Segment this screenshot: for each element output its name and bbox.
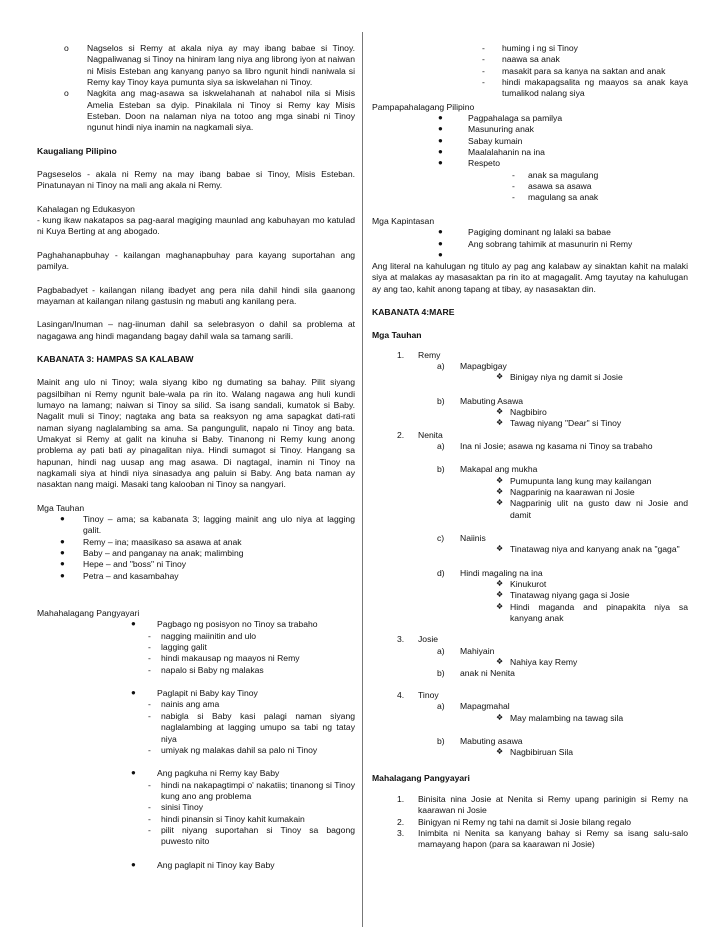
section-heading: Mahahalagang Pangyayari — [37, 608, 140, 619]
bullet-icon: ● — [438, 227, 443, 237]
sub-item: - nainis ang ama — [37, 699, 355, 710]
trait-detail: ❖ Nahiya kay Remy — [496, 657, 578, 668]
dash-icon — [512, 170, 515, 181]
section-heading: Mga Kapintasan — [372, 215, 435, 226]
paragraph: - kung ikaw nakatapos sa pag-aaral magiging maunlad ang kabuhayan mo katulad ni Kuya Berting at ang abogado. — [37, 215, 355, 237]
list-item: ● Respeto — [438, 158, 501, 169]
sub-item: - umiyak ng malakas dahil sa palo ni Tinoy — [37, 745, 355, 756]
dash-icon — [148, 642, 151, 653]
sub-item: - napalo si Baby ng malakas — [37, 665, 355, 676]
dash-icon — [482, 77, 485, 88]
character-item: 2. Nenita — [397, 429, 443, 440]
diamond-bullet-icon: ❖ — [496, 747, 504, 757]
section-heading: Mahalagang Pangyayari — [372, 772, 470, 783]
sub-item: - nagging maiinitin and ulo — [37, 631, 355, 642]
trait-item: b) anak ni Nenita — [437, 668, 515, 679]
paragraph: Pagseselos - akala ni Remy na may ibang babae si Tinoy, Misis Esteban. Pinatunayan ni Tinoy na mali ang akala ni Remy. — [37, 169, 355, 191]
bullet-icon: ● — [438, 158, 443, 168]
trait-detail: ❖ Tinatawag niyang gaga si Josie — [496, 590, 630, 601]
paragraph: Mainit ang ulo ni Tinoy; wala siyang kibo ng dumating sa bahay. Pilit siyang pagsilbihan ni Remy ngunit bale-wala pa rin ito. Walang nagawa ang huli kundi lumayo na lamang; naiwan si Tinoy sa silid. Sa isang sandali, kumatok si Baby. Nagalit muli si Tinoy; nagtaka ang bata sa reaksyon ng ama sapagkat dati-rati naman siyang naglalambing sa ama. Sa pangungulit, napalo ni Tinoy ang bata. Umakyat si Remy at galit na kinuha si Baby. Tinanong ni Remy kung anong problema ay pati bati ay pinagalitan niya. Hindi sumagot si Tinoy. Hangang sa hapunan, hindi nag uusap ang mag asawa. Di nagtagal, inamin ni Tinoy na nagkamali siya at hindi niya sinasadya ang paluin si Baby. Ang bata naman ay nasaktan nang maigi. Masaki tang kalooban ni Tinoy sa nangyari. — [37, 377, 355, 490]
bullet-icon: ● — [131, 859, 136, 869]
dash-icon — [148, 699, 151, 710]
bullet-icon: ● — [60, 548, 65, 558]
trait-detail: ❖ Nagbibiro — [496, 406, 547, 417]
list-item — [372, 250, 688, 261]
list-item: o Nagselos si Remy at akala niya ay may ibang babae si Tinoy. Nagpaliwanag si Tinoy na hiniram lang niya ang librong iyon at naiwan ni Misis Esteban ang kanyang panyo sa libro ngunit hindi naniwala si Remy kay Tinoy kaya pumunta siya sa iskwelahan ni Tinoy. — [64, 43, 355, 88]
list-item: ● Paglapit ni Baby kay Tinoy — [131, 688, 258, 699]
diamond-bullet-icon: ❖ — [496, 657, 504, 667]
list-item: ● Petra – and kasambahay — [60, 570, 179, 581]
list-item: ● Baby – and panganay na anak; malimbing — [60, 548, 244, 559]
list-item: ● Remy – ina; maasikaso sa asawa at anak — [60, 536, 242, 547]
sub-item: - hindi makapagsalita ng maayos sa anak kaya tumalikod nalang siya — [372, 77, 688, 100]
section-heading: Kaugaliang Pilipino — [37, 145, 117, 156]
chapter-heading: KABANATA 4:MARE — [372, 306, 455, 317]
dash-icon — [512, 181, 515, 192]
sub-item: - naawa sa anak — [372, 54, 688, 65]
bullet-icon: ● — [438, 124, 443, 134]
list-item: ● Ang sobrang tahimik at masunurin ni Remy — [438, 238, 633, 249]
trait-detail: ❖ Tinatawag niya and kanyang anak na "gaga" — [496, 544, 680, 555]
sub-item: - pilit niyang suportahan si Tinoy sa bagong puwesto nito — [37, 825, 355, 848]
trait-item: a) Ina ni Josie; asawa ng kasama ni Tinoy sa trabaho — [437, 440, 653, 451]
dash-icon — [482, 43, 485, 54]
paragraph: Ang literal na kahulugan ng titulo ay pag ang kalabaw ay sinaktan kahit na malaki siya at malakas ay masasaktan pa rin ito at magagalit. Amg tayutay na kahulugan ay ang tao, kahit anong tapang at tibay, ay nasasaktan din. — [372, 260, 688, 294]
dash-icon — [482, 66, 485, 77]
trait-item: a) Mahiyain — [437, 645, 495, 656]
list-item: ● Ang pagkuha ni Remy kay Baby — [131, 768, 280, 779]
dash-icon — [148, 780, 151, 791]
section-heading: Mga Tauhan — [372, 330, 422, 341]
bullet-icon: ● — [438, 135, 443, 145]
diamond-bullet-icon: ❖ — [496, 601, 504, 611]
diamond-bullet-icon: ❖ — [496, 487, 504, 496]
list-item: ● Pagbago ng posisyon no Tinoy sa trabaho — [131, 619, 318, 630]
list-item: ● Maalalahanin na ina — [438, 147, 545, 158]
bullet-icon: ● — [438, 249, 443, 259]
diamond-bullet-icon: ❖ — [496, 579, 504, 589]
trait-item: b) Mabuting asawa — [437, 735, 523, 746]
bullet-icon: ● — [131, 619, 136, 629]
sub-item: - nabigla si Baby kasi palagi naman siyang naglalambing at lagging umupo sa tabi ng tatay niya — [37, 711, 355, 745]
trait-item: b) Makapal ang mukha — [437, 464, 538, 475]
left-column — [37, 0, 355, 871]
dash-icon — [148, 825, 151, 836]
chapter-heading: KABANATA 3: HAMPAS SA KALABAW — [37, 353, 194, 364]
character-item: 4. Tinoy — [397, 689, 439, 700]
circle-bullet-icon: o — [64, 88, 69, 99]
sub-item: - lagging galit — [37, 642, 355, 653]
bullet-icon: ● — [131, 688, 136, 698]
list-item: ● Pagpahalaga sa pamilya — [438, 113, 563, 124]
trait-detail: ❖ Binigay niya ng damit si Josie — [496, 372, 623, 383]
dash-icon — [148, 631, 151, 642]
character-item: 1. Remy — [397, 349, 441, 360]
column-divider — [362, 32, 363, 927]
bullet-icon: ● — [60, 559, 65, 569]
bullet-icon: ● — [60, 536, 65, 546]
sub-item: - huming i ng si Tinoy — [372, 43, 688, 54]
dash-icon — [148, 711, 151, 722]
trait-detail: ❖ Kinukurot — [496, 579, 547, 590]
diamond-bullet-icon: ❖ — [496, 590, 504, 600]
event-item: 2. Binigyan ni Remy ng tahi na damit si Josie bilang regalo — [397, 816, 632, 827]
diamond-bullet-icon: ❖ — [496, 544, 504, 554]
dash-icon — [148, 653, 151, 664]
event-item: 3. Inimbita ni Nenita sa kanyang bahay si Remy sa isang salu-salo mamayang hapon (para sa kaarawan ni Josie) — [397, 827, 688, 850]
sub-item: - magulang sa anak — [372, 192, 688, 203]
dash-icon — [148, 665, 151, 676]
list-item: ● Masunuring anak — [438, 124, 534, 135]
sub-item: - hindi makausap ng maayos ni Remy — [37, 653, 355, 664]
sub-item: - anak sa magulang — [372, 170, 688, 181]
trait-detail: ❖ Tawag niyang "Dear" si Tinoy — [496, 418, 622, 429]
paragraph: Paghahanapbuhay - kailangan maghanapbuhay para kayang suportahan ang pamilya. — [37, 249, 355, 272]
trait-detail: ❖ Nagparinig ulit na gusto daw ni Josie and damit — [496, 498, 688, 520]
trait-detail: ❖ Nagbibiruan Sila — [496, 747, 574, 758]
diamond-bullet-icon: ❖ — [496, 418, 504, 428]
bullet-icon: ● — [438, 113, 443, 123]
trait-item: a) Mapagmahal — [437, 701, 510, 712]
bullet-icon: ● — [60, 570, 65, 580]
list-item: ● Ang paglapit ni Tinoy kay Baby — [131, 859, 275, 870]
section-heading: Mga Tauhan — [37, 502, 85, 513]
sub-item: - hindi na nakapagtimpi o' nakatiis; tinanong si Tinoy kung ano ang problema — [37, 780, 355, 803]
paragraph: Lasingan/Inuman – nag-iinuman dahil sa selebrasyon o dahil sa problema at nagagawa ang hindi magandang bagay dahil wala sa tamang sarili. — [37, 319, 355, 341]
list-item: ● Sabay kumain — [438, 135, 523, 146]
dash-icon — [482, 54, 485, 65]
list-item: ● Hepe – and "boss" ni Tinoy — [60, 559, 187, 570]
right-column — [372, 0, 688, 851]
trait-item: c) Naiinis — [437, 533, 486, 544]
diamond-bullet-icon: ❖ — [496, 712, 504, 722]
bullet-icon: ● — [438, 238, 443, 248]
dash-icon — [512, 192, 515, 203]
sub-item: - asawa sa asawa — [372, 181, 688, 192]
trait-detail: ❖ May malambing na tawag sila — [496, 712, 624, 723]
bullet-icon: ● — [60, 514, 65, 523]
event-item: 1. Binisita nina Josie at Nenita si Remy upang parinigin si Remy na kaarawan ni Josie — [397, 793, 688, 816]
character-item: 3. Josie — [397, 634, 439, 645]
trait-item: b) Mabuting Asawa — [437, 395, 524, 406]
dash-icon — [148, 802, 151, 813]
sub-item: - masakit para sa kanya na saktan and anak — [372, 66, 688, 77]
list-item: ● Tinoy – ama; sa kabanata 3; lagging mainit ang ulo niya at lagging galit. — [60, 514, 355, 536]
paragraph-title: Kahalagan ng Edukasyon — [37, 203, 135, 214]
sub-item: - sinisi Tinoy — [37, 802, 355, 813]
trait-detail: ❖ Hindi maganda and pinapakita niya sa kanyang anak — [496, 601, 688, 624]
bullet-icon: ● — [131, 768, 136, 778]
trait-detail: ❖ Pumupunta lang kung may kailangan — [496, 475, 652, 486]
list-item: ● Pagiging dominant ng lalaki sa babae — [438, 227, 611, 238]
trait-detail: ❖ Nagparinig na kaarawan ni Josie — [496, 487, 635, 497]
trait-item: a) Mapagbigay — [437, 360, 507, 371]
section-heading: Pampapahalagang Pilipino — [372, 101, 475, 112]
dash-icon — [148, 745, 151, 756]
list-item: o Nagkita ang mag-asawa sa iskwelahanah at nahabol nila si Misis Amelia Esteban sa dyip. Pinakilala ni Tinoy si Remy kay Misis Esteban. Doon na nalaman niya na totoo ang mga sinabi ni Tinoy ngunut hindi niya inamin na nagkamali siya. — [64, 88, 355, 133]
dash-icon — [148, 814, 151, 825]
diamond-bullet-icon: ❖ — [496, 406, 504, 416]
bullet-icon: ● — [438, 147, 443, 157]
sub-item: - hindi pinansin si Tinoy kahit kumakain — [37, 814, 355, 825]
diamond-bullet-icon: ❖ — [496, 372, 504, 382]
diamond-bullet-icon: ❖ — [496, 498, 504, 508]
paragraph: Pagbabadyet - kailangan nilang ibadyet ang pera nila dahil hindi sila gaanong mayaman at kailangan nilang gastusin ng mabuti ang kanilang pera. — [37, 284, 355, 306]
trait-item: d) Hindi magaling na ina — [437, 567, 543, 578]
diamond-bullet-icon: ❖ — [496, 475, 504, 485]
circle-bullet-icon: o — [64, 43, 69, 53]
